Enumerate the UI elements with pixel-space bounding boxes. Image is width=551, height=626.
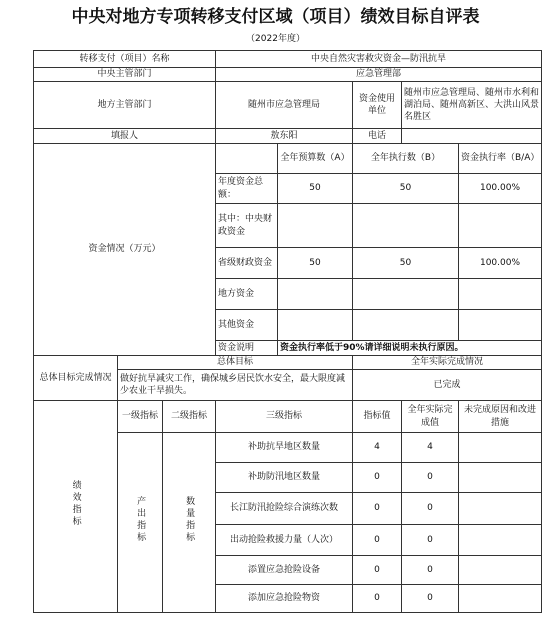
indicator-name: 添置应急抢险设备 — [216, 556, 353, 585]
reason-header: 未完成原因和改进措施 — [459, 401, 542, 433]
fund-unit-label: 资金使用单位 — [353, 82, 402, 129]
indicator-reason — [459, 493, 542, 525]
phone-label: 电话 — [353, 129, 402, 144]
indicator-target: 0 — [353, 556, 402, 585]
provincial-budget: 50 — [278, 248, 353, 279]
central-dept-value: 应急管理部 — [216, 68, 542, 82]
fund-situation-label: 资金情况（万元） — [34, 144, 216, 356]
annual-budget-header: 全年预算数（A） — [278, 144, 353, 174]
central-exec — [353, 204, 459, 248]
indicator-value-header: 指标值 — [353, 401, 402, 433]
local-exec — [353, 279, 459, 310]
overall-goal-text: 做好抗旱减灾工作，确保城乡居民饮水安全，最大限度减少农业干旱损失。 — [118, 370, 353, 401]
indicator-reason — [459, 585, 542, 613]
project-name-label: 转移支付（项目）名称 — [34, 51, 216, 68]
provincial-funds-label: 省级财政资金 — [216, 248, 278, 279]
level1-header: 一级指标 — [118, 401, 163, 433]
fund-note-label: 资金说明 — [216, 341, 278, 356]
fund-note-value: 资金执行率低于90%请详细说明未执行原因。 — [278, 341, 542, 356]
fund-unit-value: 随州市应急管理局、随州市水利和湖泊局、随州高新区、大洪山风景名胜区 — [402, 82, 542, 129]
indicator-target: 0 — [353, 463, 402, 493]
fund-header-blank — [216, 144, 278, 174]
total-budget: 50 — [278, 174, 353, 204]
page-title: 中央对地方专项转移支付区域（项目）绩效目标自评表 — [71, 7, 480, 27]
local-budget — [278, 279, 353, 310]
indicator-target: 0 — [353, 585, 402, 613]
local-funds-label: 地方资金 — [216, 279, 278, 310]
indicator-name: 补助防汛地区数量 — [216, 463, 353, 493]
filler-label: 填报人 — [34, 129, 216, 144]
indicator-actual: 0 — [402, 525, 459, 556]
project-name-value: 中央自然灾害救灾资金—防汛抗旱 — [216, 51, 542, 68]
indicator-reason — [459, 463, 542, 493]
quantity-indicator-label: 数量指标 — [163, 433, 216, 613]
central-budget — [278, 204, 353, 248]
indicator-actual: 0 — [402, 493, 459, 525]
total-funds-label: 年度资金总额： — [216, 174, 278, 204]
level2-header: 二级指标 — [163, 401, 216, 433]
exec-rate-header: 资金执行率（B/A） — [459, 144, 542, 174]
annual-exec-header: 全年执行数（B） — [353, 144, 459, 174]
local-dept-value: 随州市应急管理局 — [216, 82, 353, 129]
other-exec — [353, 310, 459, 341]
central-funds-label: 其中：中央财政资金 — [216, 204, 278, 248]
overall-goal-completion-label: 总体目标完成情况 — [34, 356, 118, 401]
indicator-name: 长江防汛抢险综合演练次数 — [216, 493, 353, 525]
indicator-reason — [459, 525, 542, 556]
indicator-reason — [459, 433, 542, 463]
indicator-actual: 0 — [402, 463, 459, 493]
local-dept-label: 地方主管部门 — [34, 82, 216, 129]
indicator-actual: 0 — [402, 585, 459, 613]
total-rate: 100.00% — [459, 174, 542, 204]
total-exec: 50 — [353, 174, 459, 204]
indicator-target: 4 — [353, 433, 402, 463]
actual-value-header: 全年实际完成值 — [402, 401, 459, 433]
other-rate — [459, 310, 542, 341]
indicator-name: 补助抗旱地区数量 — [216, 433, 353, 463]
indicator-reason — [459, 556, 542, 585]
report-year: （2022年度） — [246, 34, 305, 44]
indicator-target: 0 — [353, 493, 402, 525]
overall-actual-text: 已完成 — [353, 370, 542, 401]
output-indicator-label: 产出指标 — [118, 433, 163, 613]
filler-value: 敖东阳 — [216, 129, 353, 144]
phone-value — [402, 129, 542, 144]
indicator-actual: 4 — [402, 433, 459, 463]
local-rate — [459, 279, 542, 310]
central-rate — [459, 204, 542, 248]
provincial-rate: 100.00% — [459, 248, 542, 279]
indicator-name: 出动抢险救援力量（人次） — [216, 525, 353, 556]
overall-actual-header: 全年实际完成情况 — [353, 356, 542, 370]
provincial-exec: 50 — [353, 248, 459, 279]
indicator-target: 0 — [353, 525, 402, 556]
indicator-name: 添加应急抢险物资 — [216, 585, 353, 613]
indicator-actual: 0 — [402, 556, 459, 585]
evaluation-table — [33, 50, 542, 613]
overall-goal-header: 总体目标 — [118, 356, 353, 370]
central-dept-label: 中央主管部门 — [34, 68, 216, 82]
level3-header: 三级指标 — [216, 401, 353, 433]
performance-indicators-label: 绩效指标 — [34, 401, 118, 613]
other-funds-label: 其他资金 — [216, 310, 278, 341]
other-budget — [278, 310, 353, 341]
